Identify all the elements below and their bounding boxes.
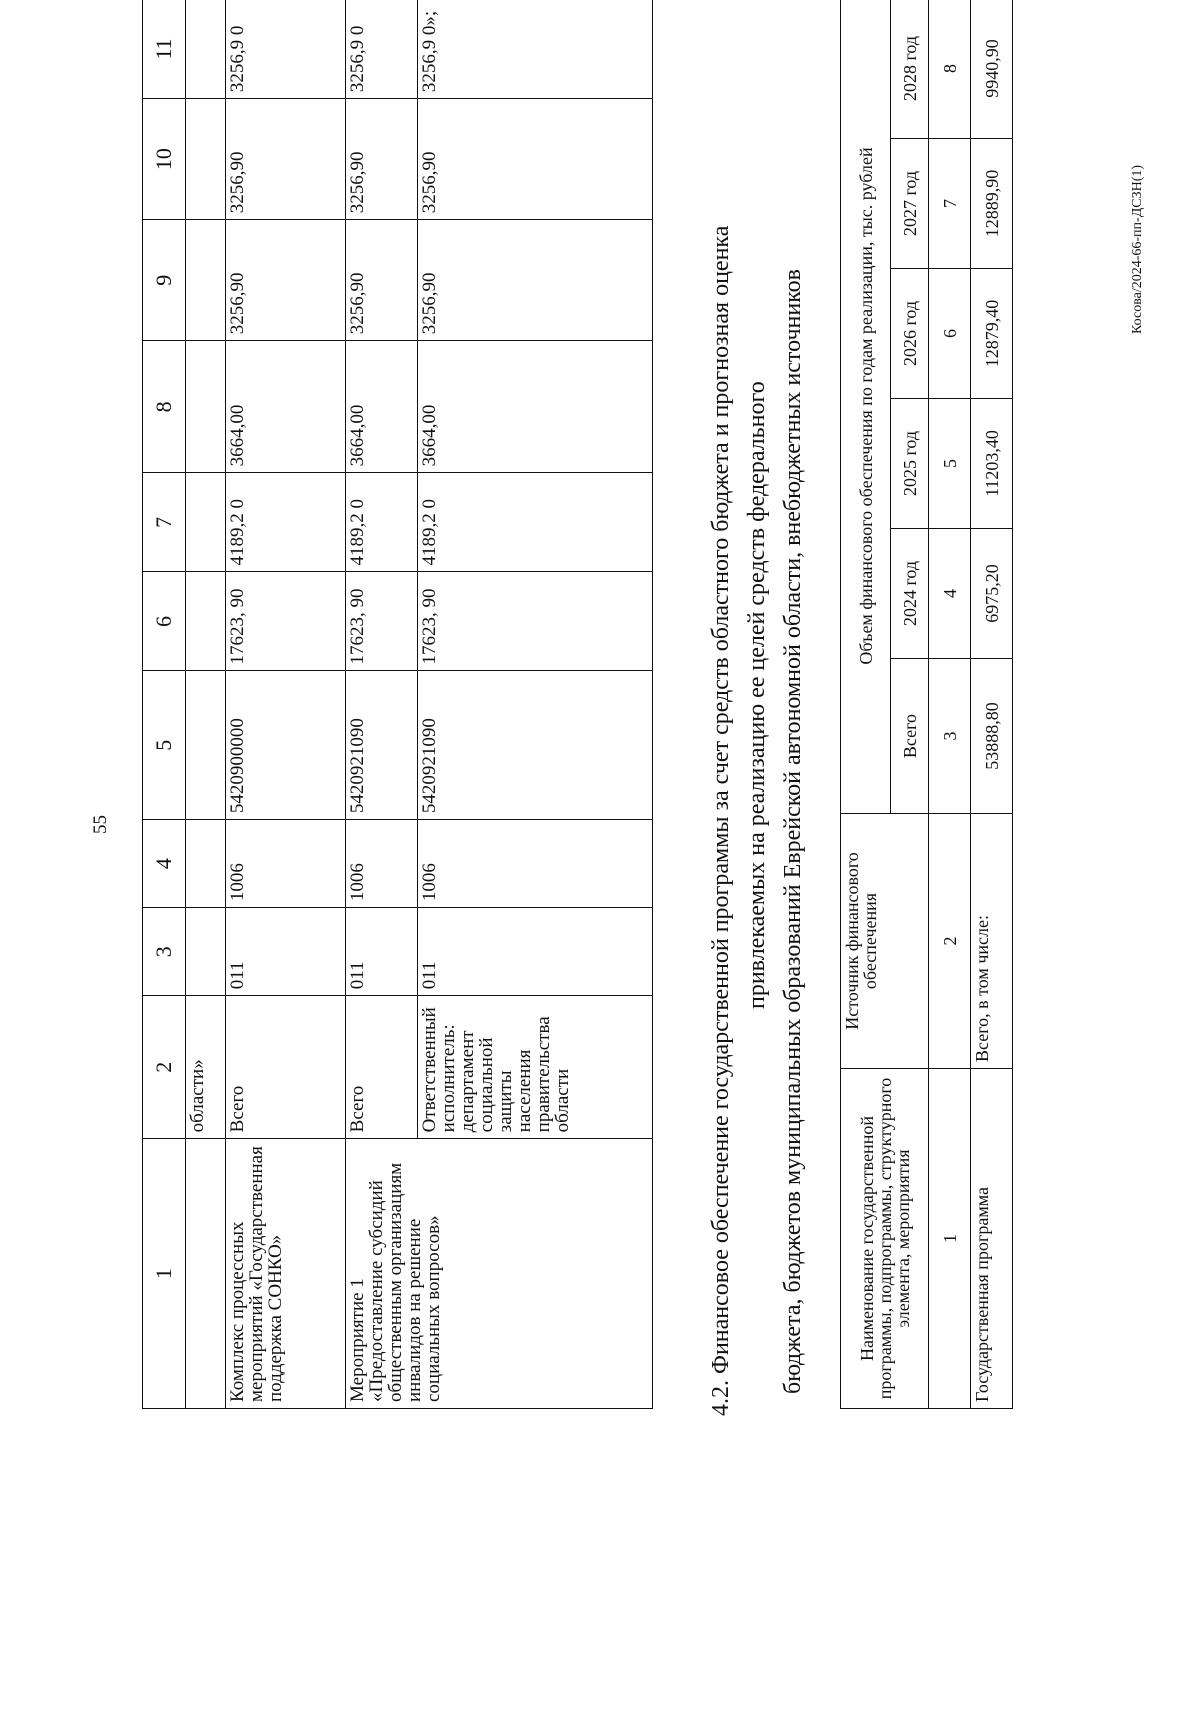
- column-header: 3: [143, 908, 186, 996]
- table-cell: 3256,9 0: [346, 0, 418, 99]
- table-cell: 1006: [226, 820, 346, 908]
- table-cell: Всего: [226, 996, 346, 1139]
- column-header: 6: [143, 572, 186, 671]
- table-cell: 011: [418, 908, 653, 996]
- table-cell: Ответственный исполнитель: департамент социальной защиты населения правительства области: [418, 996, 653, 1139]
- header-name: Наименование государственной программы, подпрограммы, структурного элемента, мероприятия: [841, 1069, 929, 1409]
- financing-table: [840, 0, 1013, 1409]
- table-cell: 6975,20: [971, 529, 1013, 659]
- table-cell: 53888,80: [971, 659, 1013, 814]
- table-cell: 3664,00: [418, 341, 653, 473]
- section-title-line-1: 4.2. Финансовое обеспечение государственной программы за счет средств областного бюджета и прогнозная оценка: [708, 225, 734, 1416]
- table-cell: Всего, в том числе:: [971, 814, 1013, 1069]
- table-cell: 17623, 90: [346, 572, 418, 671]
- column-header: 7: [143, 473, 186, 572]
- column-header: 10: [143, 99, 186, 220]
- table-cell: 3256,90: [226, 99, 346, 220]
- table-cell: 12889,90: [971, 139, 1013, 269]
- table-cell: 3256,90: [226, 220, 346, 341]
- table-cell: 011: [226, 908, 346, 996]
- table-cell: 5420921090: [418, 671, 653, 820]
- header-year: 2027 год: [891, 139, 929, 269]
- table-cell: 1006: [346, 820, 418, 908]
- table-cell: области»: [186, 996, 226, 1139]
- table-header-row: [143, 0, 186, 1409]
- document-code: Косова/2024-66-пп-ДСЗН(1): [1130, 164, 1145, 334]
- table-cell: Всего: [346, 996, 418, 1139]
- column-number: 7: [929, 139, 971, 269]
- table-header-row: [841, 0, 891, 1409]
- page-number: 55: [90, 815, 111, 834]
- budget-table: [142, 0, 653, 1409]
- column-number: 3: [929, 659, 971, 814]
- table-cell: Комплекс процессных мероприятий «Государственная поддержка СОНКО»: [226, 1139, 346, 1409]
- table-row: [971, 0, 1013, 1409]
- table-cell: 3256,90: [346, 220, 418, 341]
- table-cell: 4189,2 0: [226, 473, 346, 572]
- table-cell: 3664,00: [226, 341, 346, 473]
- column-header: 11: [143, 0, 186, 99]
- table-cell: 1006: [418, 820, 653, 908]
- table-cell: 5420900000: [226, 671, 346, 820]
- table-cell: 17623, 90: [418, 572, 653, 671]
- table-cell: 4189,2 0: [346, 473, 418, 572]
- header-source: Источник финансового обеспечения: [841, 814, 929, 1069]
- table-cell: Мероприятие 1 «Предоставление субсидий общественным организациям инвалидов на решение социальных вопросов»: [346, 1139, 653, 1409]
- header-total: Всего: [891, 659, 929, 814]
- table-cell: 3256,90: [418, 220, 653, 341]
- column-number: 8: [929, 0, 971, 139]
- header-year: 2026 год: [891, 269, 929, 399]
- header-year: 2024 год: [891, 529, 929, 659]
- column-header: 8: [143, 341, 186, 473]
- section-title-line-3: бюджета, бюджетов муниципальных образований Еврейской автономной области, внебюджетных источников: [780, 269, 806, 1394]
- number-row: [929, 0, 971, 1409]
- table-cell: 4189,2 0: [418, 473, 653, 572]
- column-number: 2: [929, 814, 971, 1069]
- table-cell: 12879,40: [971, 269, 1013, 399]
- section-title-line-2: привлекаемых на реализацию ее целей средств федерального: [744, 381, 770, 1009]
- table-cell: 3256,90: [418, 99, 653, 220]
- column-number: 1: [929, 1069, 971, 1409]
- header-year: 2025 год: [891, 399, 929, 529]
- table-cell: 11203,40: [971, 399, 1013, 529]
- column-number: 4: [929, 529, 971, 659]
- table-cell: 5420921090: [346, 671, 418, 820]
- table-cell: 17623, 90: [226, 572, 346, 671]
- column-number: 6: [929, 269, 971, 399]
- table-cell: 3256,90: [346, 99, 418, 220]
- table-cell: Государственная программа: [971, 1069, 1013, 1409]
- table-cell: 011: [346, 908, 418, 996]
- column-header: 5: [143, 671, 186, 820]
- table-cell: 3256,9 0»;: [418, 0, 653, 99]
- header-year: 2028 год: [891, 0, 929, 139]
- table-row: [226, 0, 346, 1409]
- table-cell: 3256,9 0: [226, 0, 346, 99]
- column-header: 1: [143, 1139, 186, 1409]
- table-cell: 3664,00: [346, 341, 418, 473]
- table-row: [346, 0, 418, 1409]
- column-header: 2: [143, 996, 186, 1139]
- table-row: [186, 0, 226, 1409]
- column-number: 5: [929, 399, 971, 529]
- header-volume: Объем финансового обеспечения по годам реализации, тыс. рублей: [841, 0, 891, 814]
- column-header: 9: [143, 220, 186, 341]
- table-cell: 9940,90: [971, 0, 1013, 139]
- column-header: 4: [143, 820, 186, 908]
